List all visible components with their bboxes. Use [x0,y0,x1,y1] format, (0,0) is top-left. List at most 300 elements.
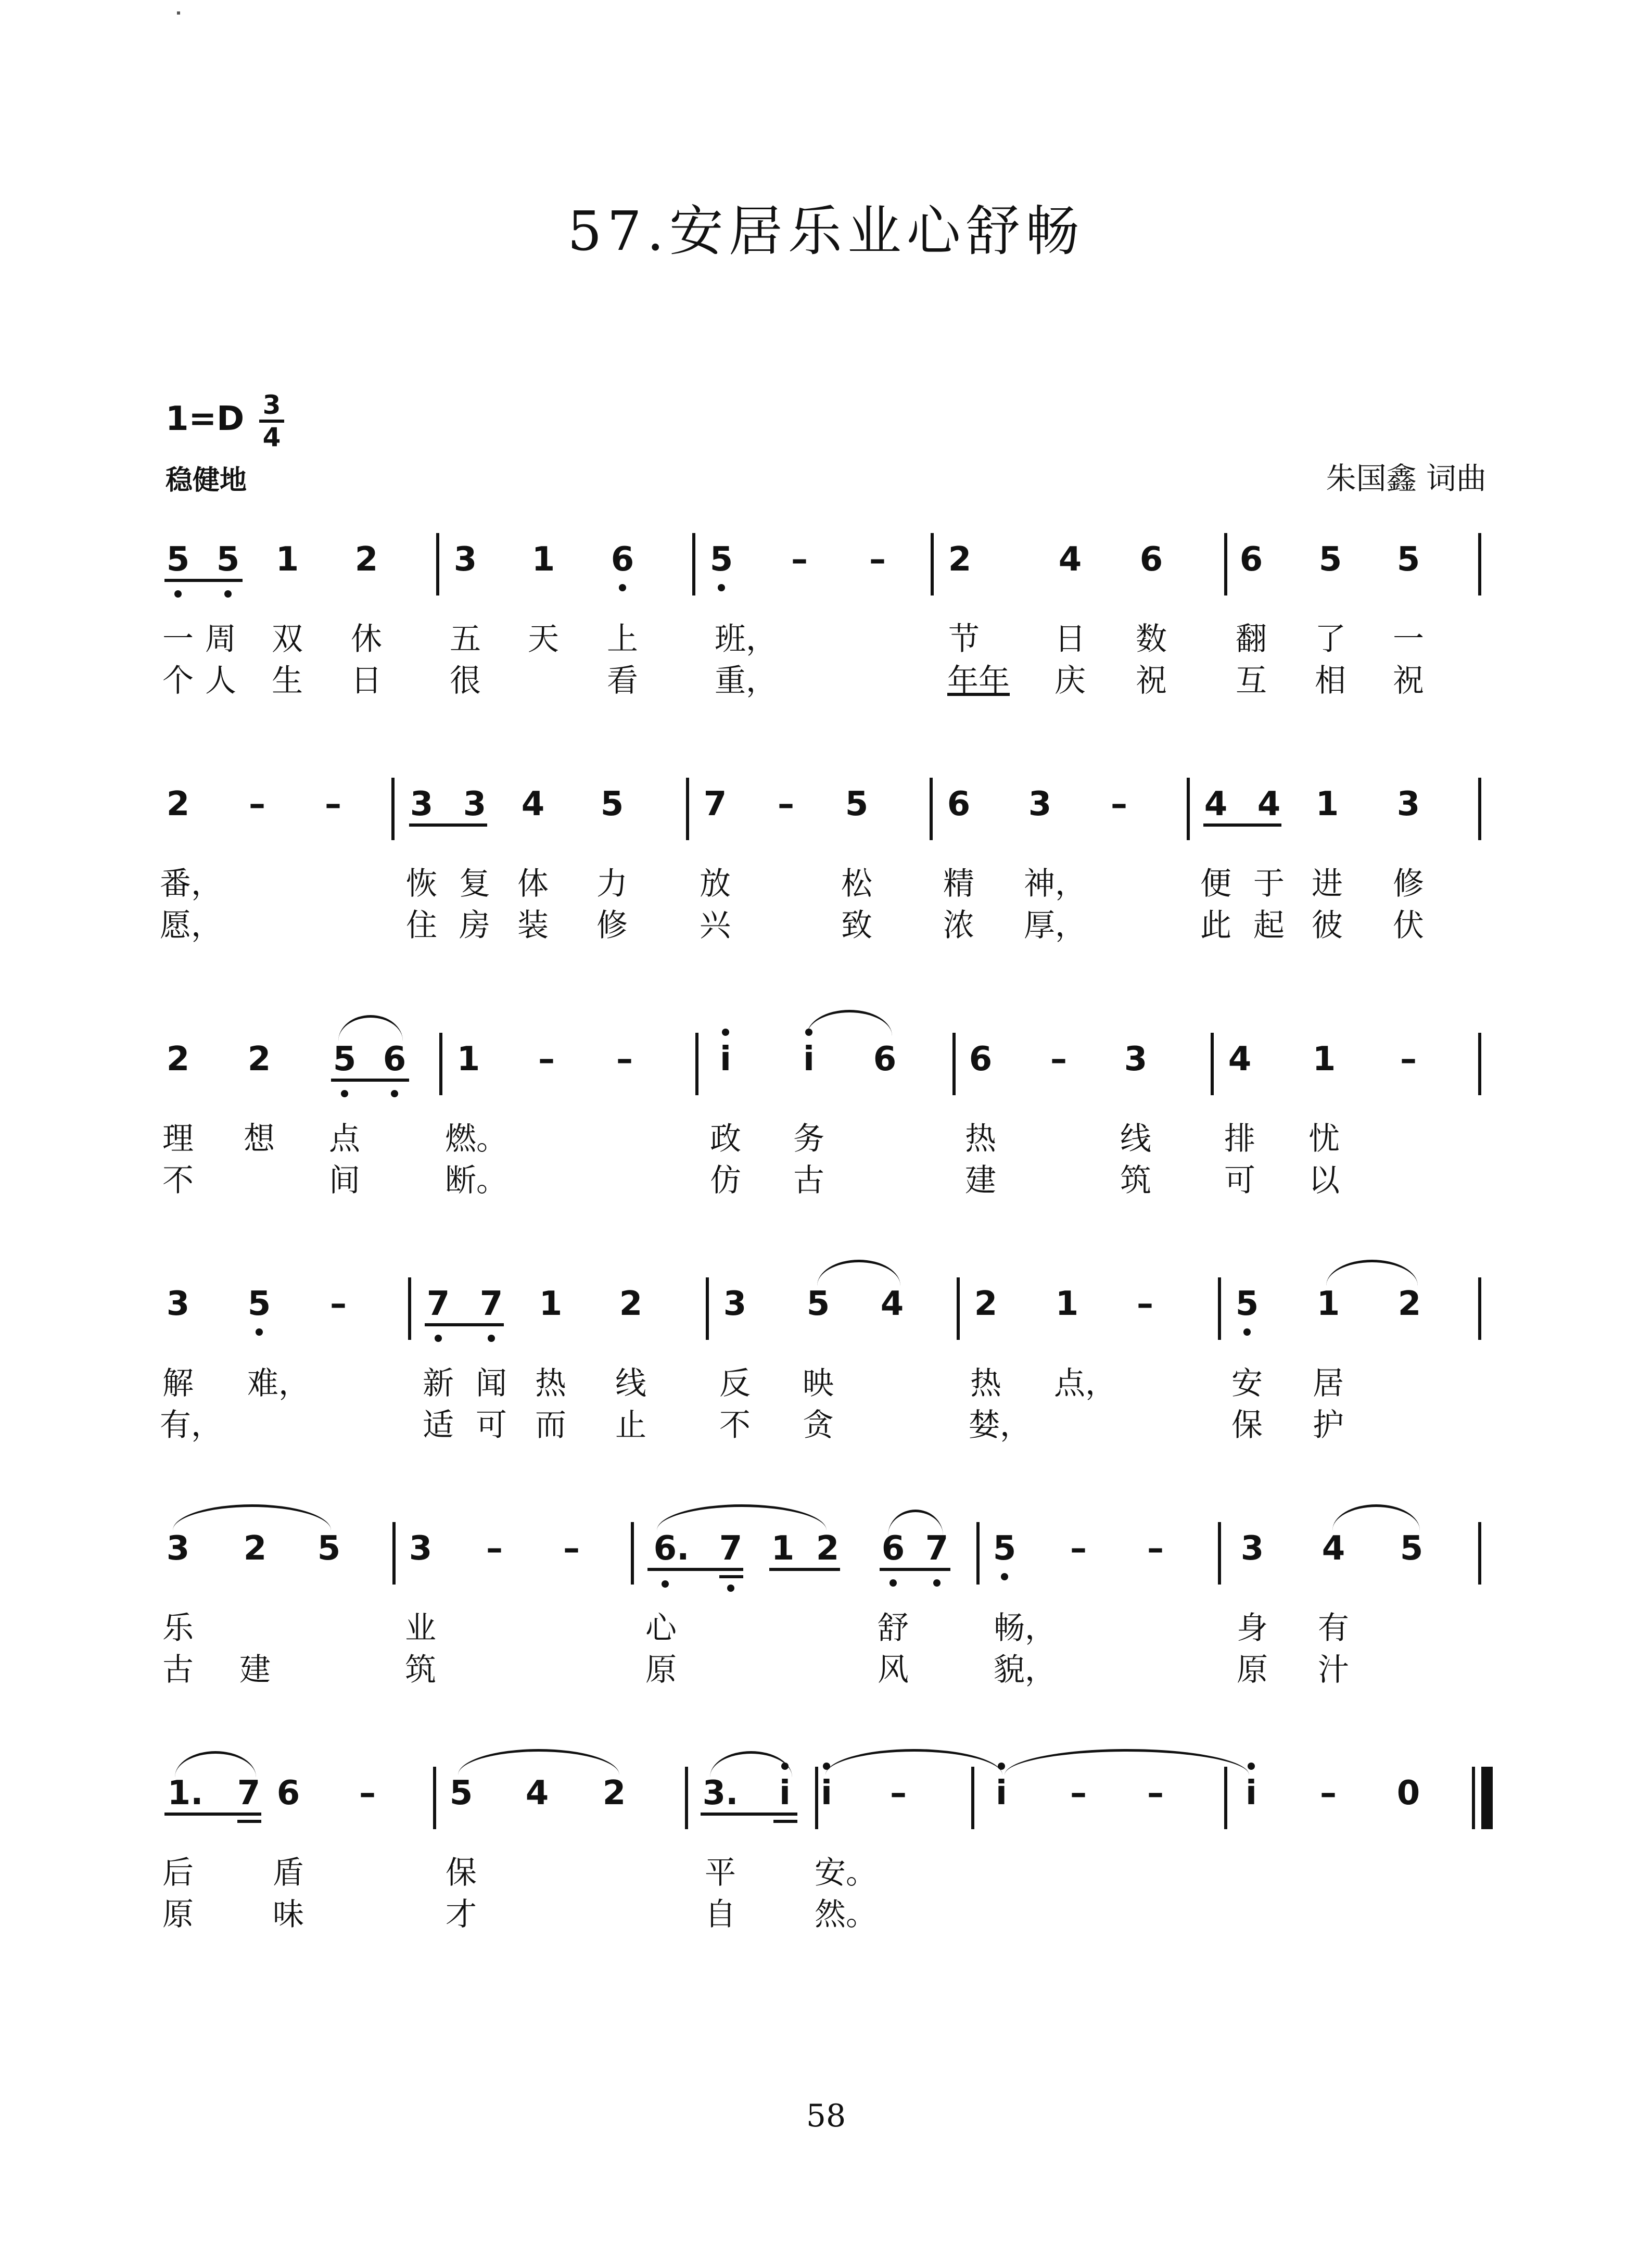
note: 4 [525,1774,549,1813]
note: 3 [410,785,434,823]
lyric: 可 [1224,1162,1255,1199]
lyric: 精 [943,866,974,902]
lyric: 可 [476,1407,507,1443]
note: 6 [1239,540,1263,579]
lyric: 相 [1315,663,1346,699]
low-dot [174,590,182,598]
slur [1005,1749,1249,1775]
page-number: 58 [806,2098,846,2134]
lyric: 于 [1253,866,1285,902]
lyric: 恢 [406,866,437,902]
meter-top: 3 [262,390,281,420]
note: – [616,1040,633,1079]
note: – [1070,1774,1087,1813]
note: 5 [317,1529,341,1568]
note: – [359,1774,376,1813]
lyric: 不 [162,1162,194,1199]
lyric: 装 [517,907,549,944]
lyric: 体 [517,866,549,902]
final-barline-thick [1481,1767,1493,1829]
lyric: 祝 [1136,663,1167,699]
slur [817,1260,900,1286]
note: – [869,540,886,579]
barline [695,1033,698,1095]
note: 3 [1028,785,1052,823]
barline [439,1033,442,1095]
lyric: 以 [1308,1162,1340,1199]
lyric: 难， [247,1365,310,1402]
note: 1 [1316,1285,1340,1323]
lyric: 忧 [1308,1121,1340,1157]
note: 5 [709,540,733,579]
barline [631,1522,634,1585]
system-3 [0,1036,1652,1208]
lyric: 节 [948,621,980,657]
note: – [778,785,794,823]
lyric: 想 [244,1121,275,1157]
slur [888,1510,943,1536]
lyric: 祝 [1393,663,1424,699]
note: 5 [1400,1529,1424,1568]
lyric: 燃。 [445,1121,507,1157]
note: 4 [1321,1529,1345,1568]
note: 2 [354,540,378,579]
lyric: 护 [1313,1407,1344,1443]
note: – [325,785,341,823]
note: – [1147,1774,1164,1813]
lyric: 古 [162,1652,194,1688]
note: 5 [449,1774,473,1813]
barline [1478,1277,1481,1340]
barline [706,1277,709,1340]
barline [1224,533,1227,595]
lyric: 保 [446,1855,477,1891]
barline [1218,1522,1221,1585]
low-dot [619,584,626,591]
underline [719,1575,743,1578]
low-dot [224,590,232,598]
note: 3 [723,1285,747,1323]
system-2 [0,781,1652,953]
barline [930,778,933,840]
lyric: 业 [405,1610,436,1646]
lyric: 保 [1231,1407,1263,1443]
underline [769,1568,840,1571]
underline [331,1079,409,1082]
note: – [1137,1285,1153,1323]
lyric: 解 [162,1365,194,1402]
note: – [791,540,808,579]
lyric: 筑 [405,1652,436,1688]
note: 5 [333,1040,357,1079]
lyric: 周 [205,621,236,657]
lyric: 貌， [994,1652,1056,1688]
note: 6 [881,1529,905,1568]
note: 5 [1396,540,1420,579]
note: 2 [619,1285,643,1323]
low-dot [933,1579,941,1587]
lyric: 止 [615,1407,646,1443]
note: 1 [1312,1040,1336,1079]
note: 3 [453,540,477,579]
note: 3 [463,785,487,823]
meter-bottom: 4 [262,422,281,452]
note: i [720,1040,731,1079]
note: 3 [166,1285,190,1323]
underline [701,1813,797,1816]
slur [1332,1504,1420,1530]
low-dot [256,1328,263,1336]
note: 6. [653,1529,690,1568]
low-dot [341,1090,348,1097]
lyric: 而 [535,1407,566,1443]
note: – [1400,1040,1417,1079]
note: – [1147,1529,1164,1568]
lyric: 务 [793,1121,824,1157]
note: 3 [1124,1040,1148,1079]
note: 4 [521,785,545,823]
lyric: 不 [719,1407,751,1443]
lyric: 天 [528,621,559,657]
note: i [779,1774,791,1813]
note: 5 [993,1529,1016,1568]
lyric: 松 [841,866,872,902]
lyric: 很 [450,663,481,699]
lyric: 看 [607,663,638,699]
note: 2 [974,1285,998,1323]
lyric: 热 [535,1365,566,1402]
low-dot [889,1579,897,1587]
underline [409,823,487,827]
lyric: 一 [162,621,194,657]
note: 2 [243,1529,267,1568]
lyric: 彼 [1312,907,1343,944]
note: 6 [1139,540,1163,579]
note: 3 [1396,785,1420,823]
lyric: 后 [162,1855,194,1891]
note: 2 [247,1040,271,1079]
note: 5 [1235,1285,1259,1323]
note: 1 [539,1285,563,1323]
note: – [1070,1529,1087,1568]
key-signature: 1=D [166,400,245,438]
slur [657,1504,827,1530]
lyric: 风 [878,1652,909,1688]
barline [957,1277,960,1340]
note: 2 [166,785,190,823]
barline [952,1033,956,1095]
lyric: 汁 [1318,1652,1349,1688]
note: 6 [873,1040,897,1079]
low-dot [727,1585,734,1592]
lyric: 了 [1315,621,1346,657]
barline [1224,1767,1227,1829]
lyric: 日 [351,663,382,699]
note: – [1320,1774,1337,1813]
lyric: 热 [970,1365,1001,1402]
time-signature [259,391,284,451]
lyric: 个 [162,663,194,699]
barline [392,1522,396,1585]
low-dot [662,1580,669,1588]
lyric: 点， [1054,1365,1116,1402]
note: 5 [1318,540,1342,579]
note: 3 [1240,1529,1264,1568]
barline [408,1277,411,1340]
note: 3. [702,1774,739,1813]
lyric: 反 [719,1365,751,1402]
lyric: 闻 [476,1365,507,1402]
lyric: 五 [450,621,481,657]
note: 5 [600,785,624,823]
lyric: 心 [645,1610,677,1646]
lyric: 互 [1236,663,1267,699]
lyric: 放 [700,866,731,902]
lyric: 贪 [803,1407,834,1443]
lyric: 断。 [445,1162,507,1199]
note: 7 [719,1529,743,1568]
note: 2 [948,540,972,579]
lyric: 理 [162,1121,194,1157]
system-6 [0,1770,1652,1942]
lyric: 生 [272,663,303,699]
note: 1 [1055,1285,1079,1323]
note: 5 [166,540,190,579]
low-dot [718,584,725,591]
barline [1478,1522,1481,1585]
note: i [803,1040,815,1079]
underline [1203,823,1281,827]
composer-credit: 朱国鑫 词曲 [1326,461,1486,496]
lyric: 建 [965,1162,996,1199]
high-dot [722,1029,729,1036]
low-dot [435,1335,442,1342]
note: 7 [479,1285,503,1323]
lyric: 修 [1393,866,1424,902]
lyric: 住 [406,907,437,944]
lyric: 日 [1054,621,1086,657]
note: – [538,1040,555,1079]
lyric: 愿， [160,907,222,944]
note: 1 [456,1040,480,1079]
lyric: 班， [715,621,777,657]
high-dot [1248,1763,1255,1770]
note: 5 [247,1285,271,1323]
low-dot [1001,1573,1008,1580]
note: 4 [880,1285,904,1323]
note: 1 [771,1529,795,1568]
lyric: 婪， [969,1407,1031,1443]
final-barline-thin [1472,1767,1475,1829]
lyric: 居 [1313,1365,1344,1402]
barline [391,778,395,840]
note: 1. [167,1774,204,1813]
note: i [996,1774,1007,1813]
lyric: 安 [1231,1365,1263,1402]
barline [686,778,689,840]
note: 4 [1058,540,1082,579]
note: 2 [1397,1285,1421,1323]
lyric: 线 [615,1365,646,1402]
note: i [1246,1774,1257,1813]
lyric: 平 [705,1855,736,1891]
lyric: 翻 [1236,621,1267,657]
note: 6 [969,1040,993,1079]
lyric: 伏 [1393,907,1424,944]
lyric: 房 [459,907,490,944]
lyric: 修 [596,907,628,944]
lyric: 有 [1318,1610,1349,1646]
note: 4 [1228,1040,1252,1079]
lyric: 新 [423,1365,454,1402]
note: i [821,1774,832,1813]
note: 3 [409,1529,433,1568]
lyric: 有， [160,1407,222,1443]
lyric: 神， [1024,866,1086,902]
lyric: 年年 [947,663,1010,699]
barline [1218,1277,1221,1340]
barline [976,1522,980,1585]
lyric: 一 [1393,621,1424,657]
lyric: 浓 [943,907,974,944]
lyric: 线 [1120,1121,1151,1157]
barline [1478,778,1481,840]
barline [1211,1033,1214,1095]
lyric: 排 [1224,1121,1255,1157]
lyric: 味 [273,1896,304,1933]
lyric: 映 [803,1365,834,1402]
lyric: 双 [272,621,303,657]
slur [173,1504,331,1530]
note: 1 [1315,785,1339,823]
lyric: 致 [841,907,872,944]
underline [237,1820,261,1823]
lyric: 休 [351,621,382,657]
slur [338,1015,403,1041]
note: – [330,1285,347,1323]
lyric: 番， [160,866,222,902]
underline [647,1568,743,1571]
note: – [486,1529,503,1568]
underline [773,1820,797,1823]
slur [807,1010,892,1036]
tempo-marking: 稳健地 [166,465,247,496]
lyric: 进 [1312,866,1343,902]
note: 6 [611,540,634,579]
lyric: 政 [710,1121,741,1157]
note: 0 [1396,1774,1420,1813]
note: 2 [166,1040,190,1079]
note: 1 [531,540,555,579]
lyric: 筑 [1120,1162,1151,1199]
note: 7 [703,785,727,823]
note: – [563,1529,580,1568]
lyric: 乐 [162,1610,194,1646]
slur [825,1749,1002,1775]
note: 6 [276,1774,300,1813]
barline [1187,778,1190,840]
system-5 [0,1525,1652,1697]
slur [710,1751,792,1777]
lyric: 适 [423,1407,454,1443]
note: 5 [845,785,869,823]
system-4 [0,1281,1652,1452]
note: – [1111,785,1127,823]
lyric: 上 [607,621,638,657]
lyric: 古 [793,1162,824,1199]
underline [425,1323,504,1326]
lyric: 才 [446,1896,477,1933]
lyric: 庆 [1054,663,1086,699]
lyric: 安。 [815,1855,877,1891]
note: 7 [237,1774,261,1813]
slur [458,1749,619,1775]
slur [1326,1260,1418,1286]
underline [164,579,243,582]
note: – [249,785,265,823]
barline [971,1767,974,1829]
lyric: 兴 [700,907,731,944]
barline [436,533,439,595]
low-dot [1243,1328,1251,1336]
lyric: 复 [459,866,490,902]
lyric: 起 [1253,907,1285,944]
lyric: 数 [1136,621,1167,657]
note: 6 [947,785,971,823]
low-dot [488,1335,495,1342]
lyric: 便 [1200,866,1231,902]
lyric: 身 [1237,1610,1268,1646]
note: 7 [925,1529,949,1568]
lyric: 然。 [815,1896,877,1933]
lyric: 力 [596,866,628,902]
lyric: 厚， [1024,907,1086,944]
lyric: 此 [1200,907,1231,944]
underline [164,1813,261,1816]
lyric: 人 [205,663,236,699]
note: 2 [602,1774,626,1813]
lyric: 仿 [710,1162,741,1199]
note: 4 [1257,785,1281,823]
corner-mark [177,11,180,15]
barline [692,533,695,595]
lyric: 自 [705,1896,736,1933]
underline [880,1568,950,1571]
lyric: 原 [162,1896,194,1933]
note: 4 [1204,785,1228,823]
slur [175,1751,256,1777]
lyric: 重， [715,663,777,699]
barline [931,533,934,595]
lyric: 原 [645,1652,677,1688]
barline [1478,1033,1481,1095]
lyric: 畅， [994,1610,1056,1646]
lyric: 舒 [878,1610,909,1646]
lyric: 点 [329,1121,360,1157]
barline [685,1767,688,1829]
note: 5 [216,540,240,579]
low-dot [391,1090,398,1097]
system-1 [0,536,1652,708]
lyric: 盾 [273,1855,304,1891]
note: 2 [816,1529,840,1568]
note: 7 [426,1285,450,1323]
page-title: 57.安居乐业心舒畅 [567,199,1085,263]
lyric: 间 [329,1162,360,1199]
lyric: 建 [239,1652,271,1688]
barline [1478,533,1481,595]
lyric: 热 [965,1121,996,1157]
